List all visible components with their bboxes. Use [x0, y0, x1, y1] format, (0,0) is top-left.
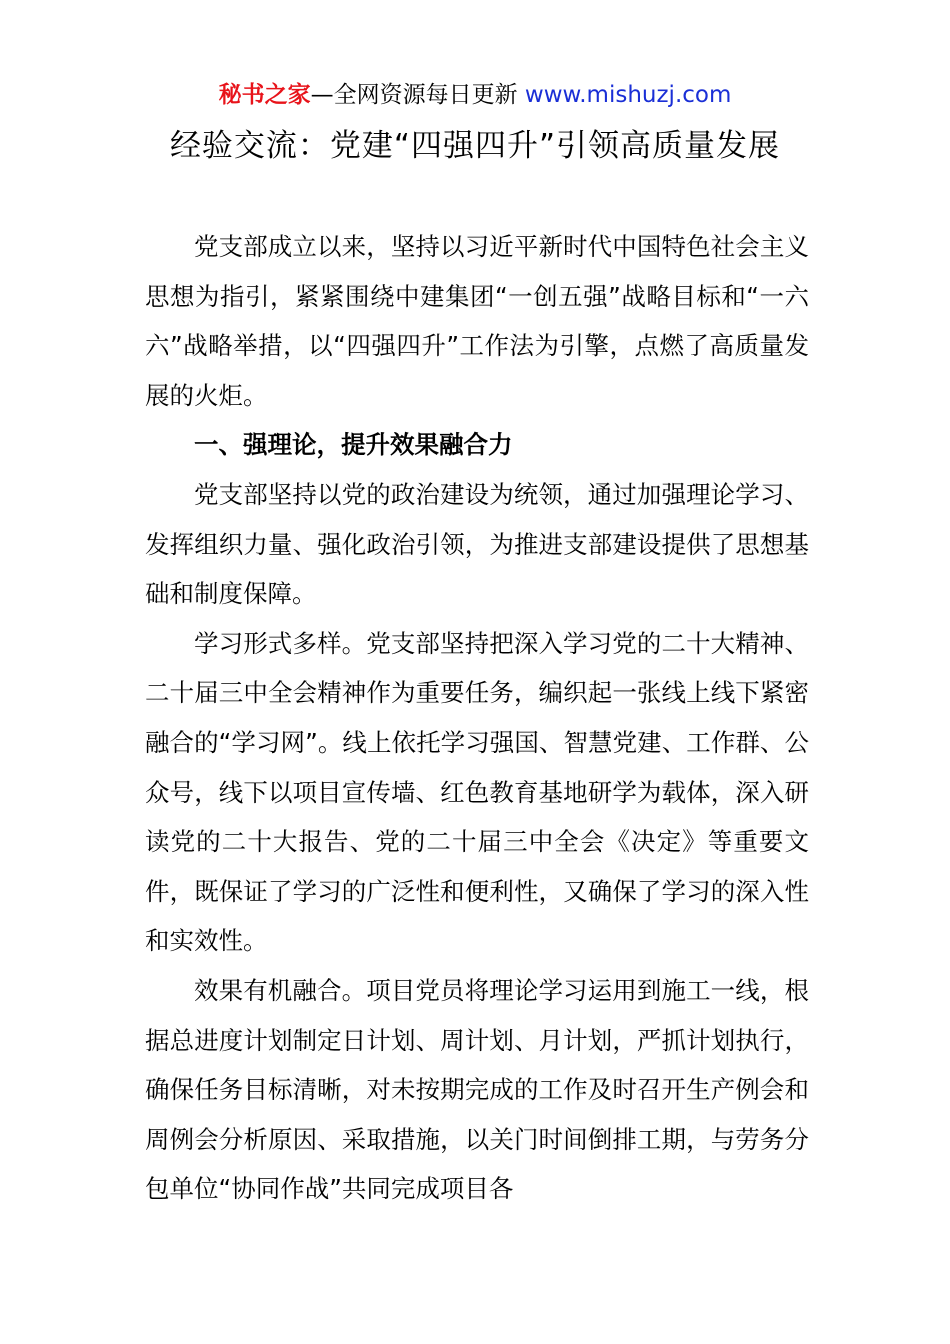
- intro-paragraph: 党支部成立以来，坚持以习近平新时代中国特色社会主义思想为指引，紧紧围绕中建集团“一创五强”战略目标和“一六六”战略举措，以“四强四升”工作法为引擎，点燃了高质量发展的火炬。: [145, 232, 809, 410]
- document-body: [145, 222, 809, 1214]
- site-slogan: —全网资源每日更新: [310, 82, 518, 108]
- site-url-link[interactable]: www.mishuzj.com: [524, 82, 732, 108]
- site-header: [0, 80, 950, 110]
- learning-forms-paragraph: 学习形式多样。党支部坚持把深入学习党的二十大精神、二十届三中全会精神作为重要任务，编织起一张线上线下紧密融合的“学习网”。线上依托学习强国、智慧党建、工作群、公众号，线下以项目宣传墙、红色教育基地研学为载体，深入研读党的二十大报告、党的二十届三中全会《决定》等重要文件，既保证了学习的广泛性和便利性，又确保了学习的深入性和实效性。: [145, 628, 809, 956]
- document-title: 经验交流：党建“四强四升”引领高质量发展: [169, 128, 781, 164]
- section-1-paragraph: 党支部坚持以党的政治建设为统领，通过加强理论学习、发挥组织力量、强化政治引领，为推进支部建设提供了思想基础和制度保障。: [145, 479, 809, 609]
- effect-integration-paragraph: 效果有机融合。项目党员将理论学习运用到施工一线，根据总进度计划制定日计划、周计划、月计划，严抓计划执行，确保任务目标清晰，对未按期完成的工作及时召开生产例会和周例会分析原因、采取措施，以关门时间倒排工期，与劳务分包单位“协同作战”共同完成项目各: [145, 975, 809, 1204]
- site-name: 秘书之家: [218, 82, 311, 108]
- section-heading-1: 一、强理论，提升效果融合力: [194, 430, 513, 460]
